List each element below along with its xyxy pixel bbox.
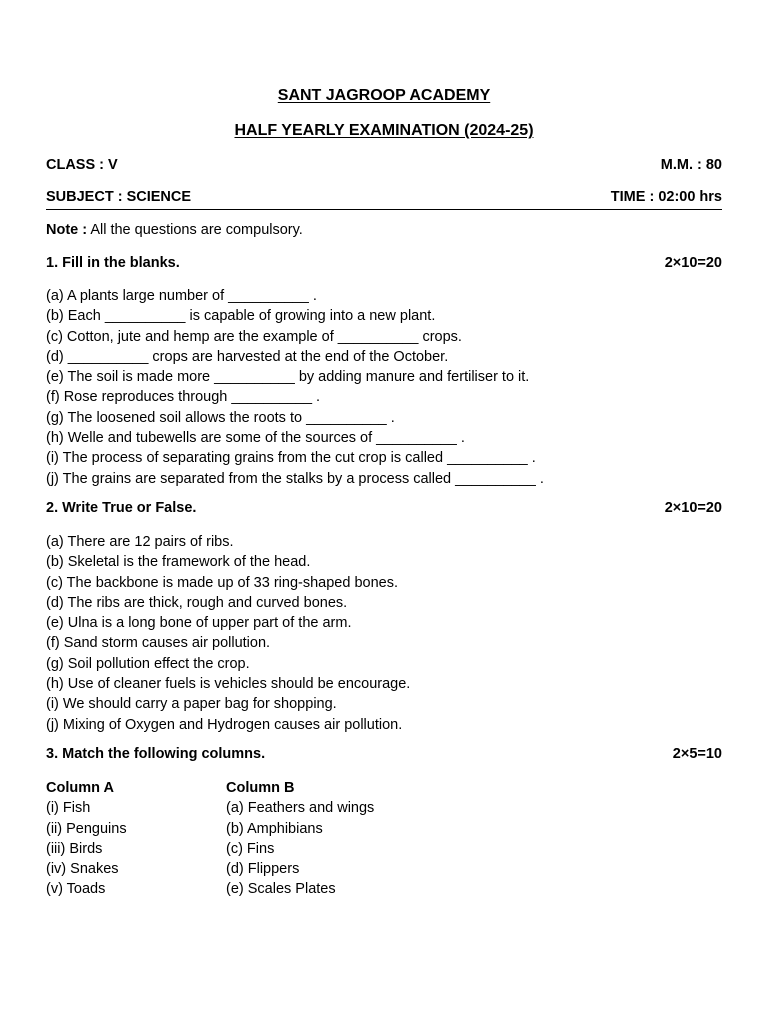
column-b	[226, 778, 374, 900]
list-item: (c) The backbone is made up of 33 ring-shaped bones.	[46, 574, 398, 591]
note-label: Note :	[46, 222, 88, 238]
school-name: SANT JAGROOP ACADEMY	[277, 87, 491, 104]
exam-title: HALF YEARLY EXAMINATION (2024-25)	[234, 122, 534, 139]
list-item: (a) There are 12 pairs of ribs.	[46, 534, 234, 550]
list-item: (v) Toads	[46, 881, 106, 898]
list-item: (c) Fins	[226, 840, 275, 857]
section-2-marks: 2×10=20	[664, 500, 722, 516]
list-item: (ii) Penguins	[46, 820, 127, 837]
list-item: (iv) Snakes	[46, 861, 119, 878]
list-item: (f) Sand storm causes air pollution.	[46, 635, 271, 652]
column-a-header: Column A	[46, 780, 114, 796]
list-item: (e) Ulna is a long bone of upper part of the arm.	[46, 615, 352, 632]
list-item: (c) Cotton, jute and hemp are the example of __________ crops.	[46, 328, 462, 345]
section-1-list	[46, 286, 544, 489]
list-item: (i) We should carry a paper bag for shopping.	[46, 696, 337, 713]
header-divider	[46, 209, 722, 210]
column-b-header: Column B	[226, 780, 295, 796]
list-item: (d) The ribs are thick, rough and curved bones.	[46, 594, 348, 611]
section-2-list	[46, 532, 410, 735]
section-2-heading: 2. Write True or False.	[46, 500, 197, 516]
list-item: (h) Welle and tubewells are some of the sources of __________ .	[46, 430, 465, 447]
list-item: (d) __________ crops are harvested at the end of the October.	[46, 348, 449, 365]
section-3-heading: 3. Match the following columns.	[46, 746, 266, 762]
note-line	[46, 222, 303, 238]
list-item: (g) Soil pollution effect the crop.	[46, 655, 250, 672]
list-item: (j) The grains are separated from the stalks by a process called __________ .	[46, 470, 544, 487]
list-item: (i) Fish	[46, 800, 91, 817]
list-item: (e) Scales Plates	[226, 881, 336, 898]
list-item: (g) The loosened soil allows the roots to __________ .	[46, 409, 395, 426]
list-item: (b) Amphibians	[226, 820, 323, 837]
list-item: (iii) Birds	[46, 840, 103, 857]
list-item: (j) Mixing of Oxygen and Hydrogen causes air pollution.	[46, 716, 403, 733]
max-marks: M.M. : 80	[660, 157, 722, 173]
subject-label: SUBJECT : SCIENCE	[46, 189, 192, 205]
section-3-marks: 2×5=10	[672, 746, 722, 762]
list-item: (d) Flippers	[226, 861, 300, 878]
list-item: (e) The soil is made more __________ by adding manure and fertiliser to it.	[46, 369, 530, 386]
list-item: (a) Feathers and wings	[226, 800, 375, 817]
list-item: (f) Rose reproduces through __________ .	[46, 389, 321, 406]
list-item: (a) A plants large number of __________ .	[46, 288, 317, 304]
column-a	[46, 778, 127, 900]
list-item: (b) Each __________ is capable of growing into a new plant.	[46, 308, 436, 325]
time-label: TIME : 02:00 hrs	[610, 189, 722, 205]
section-1-heading: 1. Fill in the blanks.	[46, 255, 180, 271]
list-item: (i) The process of separating grains from the cut crop is called __________ .	[46, 450, 536, 467]
list-item: (b) Skeletal is the framework of the head.	[46, 554, 311, 571]
section-1-marks: 2×10=20	[664, 255, 722, 271]
class-label: CLASS : V	[46, 157, 118, 173]
note-text: All the questions are compulsory.	[87, 222, 303, 238]
list-item: (h) Use of cleaner fuels is vehicles should be encourage.	[46, 676, 411, 693]
